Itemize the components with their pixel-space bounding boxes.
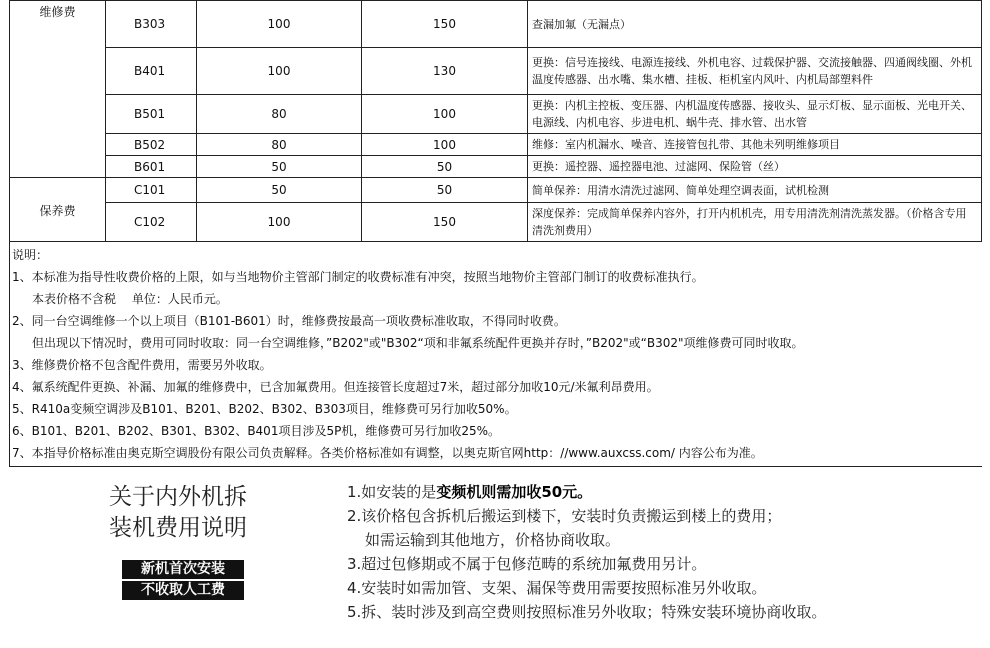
price-a: 80 [197,134,362,156]
category-maintenance: 保养费 [10,178,106,242]
note-line: 5、R410a变频空调涉及B101、B201、B202、B302、B303项目，维修费可另行加收50%。 [12,402,517,416]
price-a: 50 [197,178,362,203]
price-a: 100 [197,48,362,95]
note-line: 3、维修费价格不包含配件费用，需要另外收取。 [12,358,272,372]
price-a: 100 [197,1,362,48]
free-install-badge: 新机首次安装 [122,560,244,579]
price-a: 80 [197,95,362,134]
price-b: 50 [362,156,528,178]
notes-row [10,242,982,467]
price-b: 150 [362,203,528,242]
note-line: 4、氟系统配件更换、补漏、加氟的维修费中，已含加氟费用。但连接管长度超过7米，超过部分加收10元/米氟利昂费用。 [12,380,659,394]
item-description: 维修：室内机漏水、噪音、连接管包扎带、其他未列明维修项目 [528,134,982,156]
item-code: B502 [106,134,197,156]
install-title [109,482,247,544]
note-line: 1、本标准为指导性收费价格的上限，如与当地物价主管部门制定的收费标准有冲突，按照当地物价主管部门制订的收费标准执行。 [12,270,704,284]
list-item-text: 1.如安装的是 [347,483,437,501]
install-notes-list [347,480,826,624]
table-row [10,95,982,134]
price-b: 50 [362,178,528,203]
list-item: 3.超过包修期或不属于包修范畴的系统加氟费用另计。 [347,555,707,573]
table-row [10,48,982,95]
item-description: 简单保养：用清水清洗过滤网、简单处理空调表面，试机检测 [528,178,982,203]
free-labor-badge: 不收取人工费 [122,581,244,600]
notes-heading: 说明： [12,248,49,262]
price-b: 100 [362,134,528,156]
price-b: 100 [362,95,528,134]
item-code: B401 [106,48,197,95]
note-line: 6、B101、B201、B202、B301、B302、B401项目涉及5P机，维修费可另行加收25%。 [12,424,500,438]
install-title-line: 装机费用说明 [109,515,247,541]
note-line: 本表价格不含税 单位：人民币元。 [32,292,228,306]
price-b: 150 [362,1,528,48]
item-code: B303 [106,1,197,48]
list-item [347,480,826,504]
fee-table [9,0,982,467]
note-line: 但出现以下情况时，费用可同时收取：同一台空调维修，”B202"或"B302“项和非氟系统配件更换并存时，”B202"或“B302"项维修费可同时收取。 [32,336,804,350]
table-row [10,1,982,48]
notes-cell [10,242,982,467]
table-row [10,156,982,178]
item-code: B601 [106,156,197,178]
note-line: 7、本指导价格标准由奥克斯空调股份有限公司负责解释。各类价格标准如有调整，以奥克斯官网http：//www.auxcss.com/ 内容公布为准。 [12,446,763,460]
price-b: 130 [362,48,528,95]
table-row [10,178,982,203]
install-title-line: 关于内外机拆 [109,484,247,510]
item-description: 更换：内机主控板、变压器、内机温度传感器、接收头、显示灯板、显示面板、光电开关、电源线、内机电容、步进电机、蜗牛壳、排水管、出水管 [528,95,982,134]
item-description: 更换：信号连接线、电源连接线、外机电容、过载保护器、交流接触器、四通阀线圈、外机温度传感器、出水嘴、集水槽、挂板、柜机室内风叶、内机局部塑料件 [528,48,982,95]
table-row [10,134,982,156]
item-description: 查漏加氟（无漏点） [528,1,982,48]
category-repair: 维修费 [10,1,106,178]
item-description: 深度保养：完成简单保养内容外，打开内机机壳，用专用清洗剂清洗蒸发器。（价格含专用清洗剂费用） [528,203,982,242]
list-item: 如需运输到其他地方，价格协商收取。 [365,531,621,549]
item-code: C101 [106,178,197,203]
note-line: 2、同一台空调维修一个以上项目（B101-B601）时，维修费按最高一项收费标准收取，不得同时收费。 [12,314,566,328]
table-row [10,203,982,242]
price-a: 50 [197,156,362,178]
price-a: 100 [197,203,362,242]
item-code: B501 [106,95,197,134]
list-item: 2.该价格包含拆机后搬运到楼下，安装时负责搬运到楼上的费用； [347,507,782,525]
list-item: 4.安装时如需加管、支架、漏保等费用需要按照标准另外收取。 [347,579,767,597]
item-code: C102 [106,203,197,242]
item-description: 更换：遥控器、遥控器电池、过滤网、保险管（丝） [528,156,982,178]
list-item: 5.拆、装时涉及到高空费则按照标准另外收取；特殊安装环境协商收取。 [347,603,827,621]
list-item-highlight: 变频机则需加收50元。 [436,483,593,501]
